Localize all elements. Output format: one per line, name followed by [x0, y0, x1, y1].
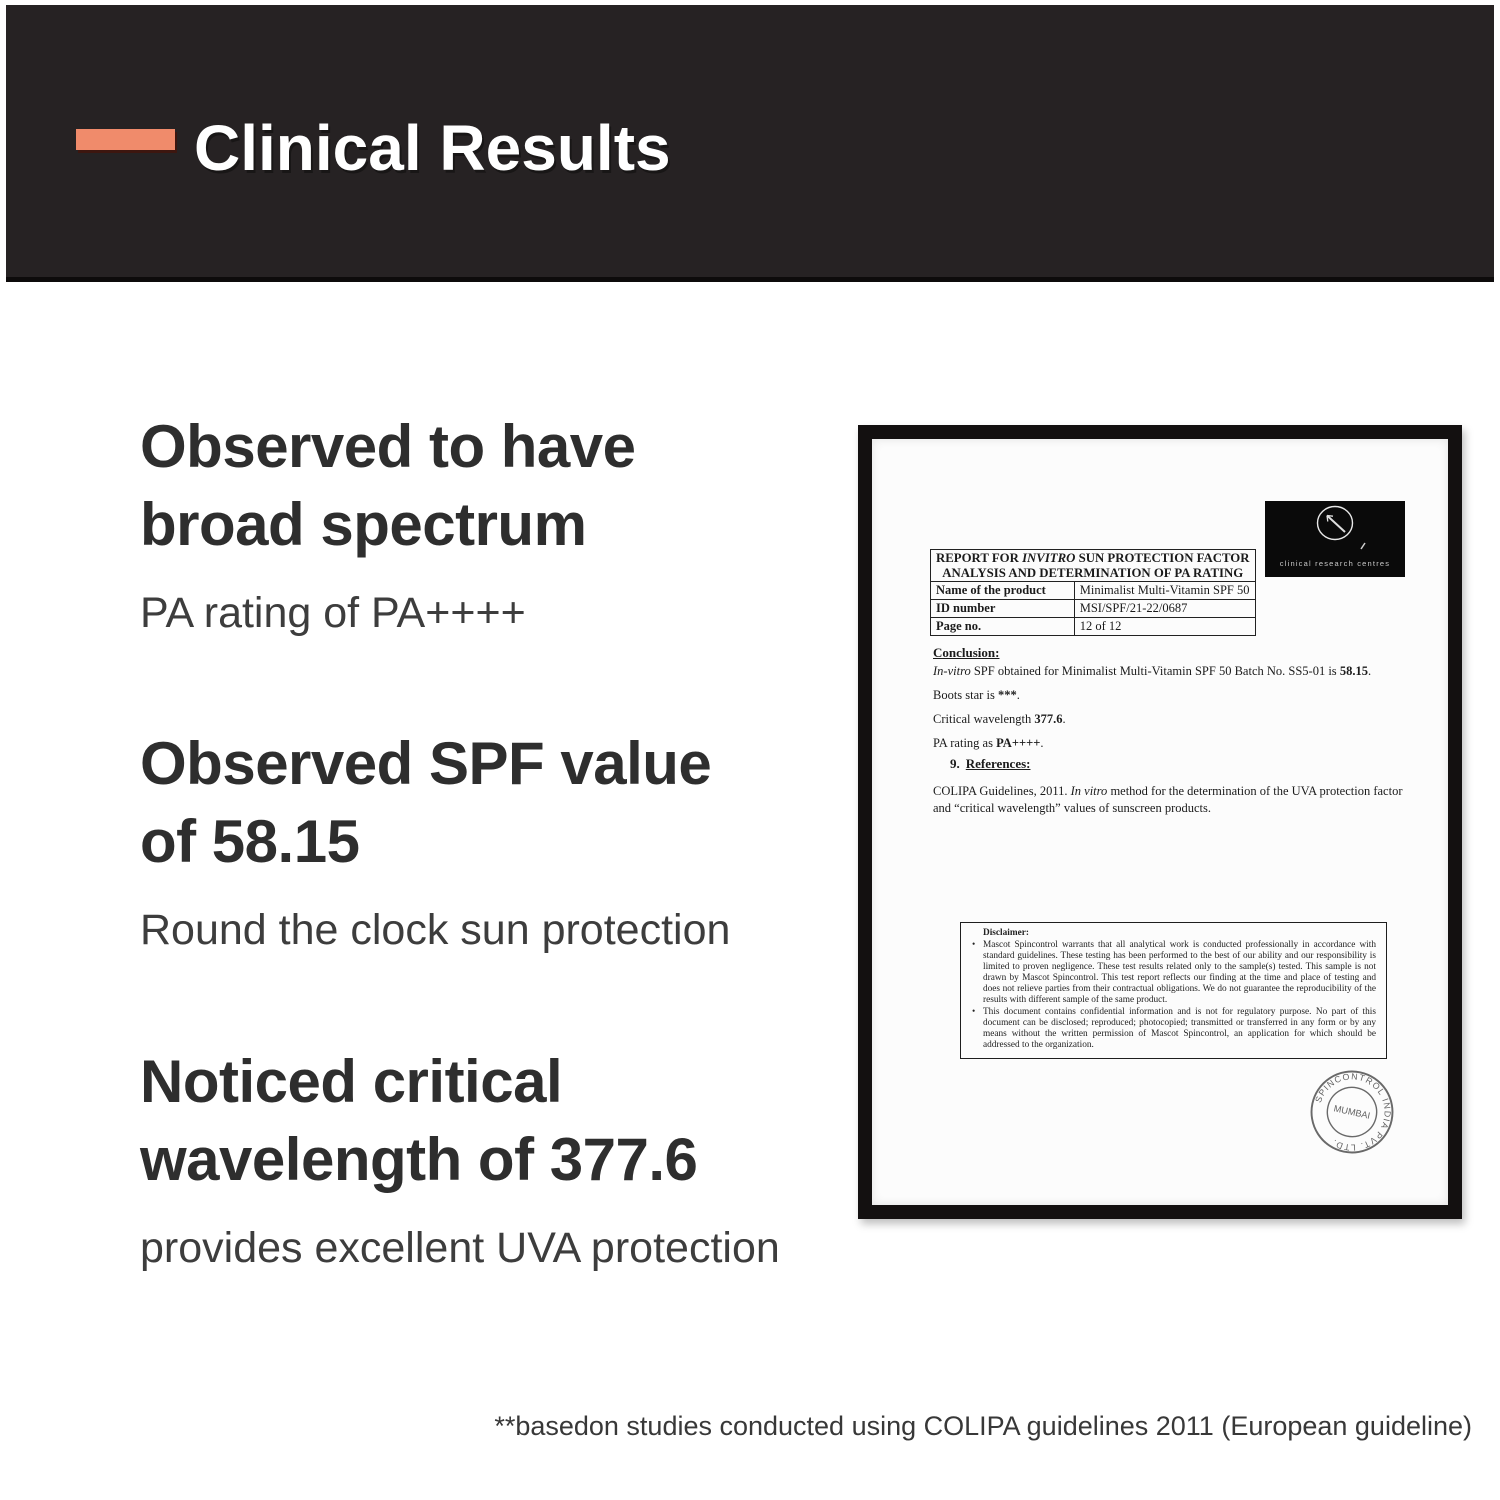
company-stamp-seal — [1300, 1060, 1404, 1164]
result-heading-line2: wavelength of 377.6 — [140, 1126, 698, 1193]
result-heading-line1: Observed SPF value — [140, 730, 712, 797]
disclaimer-bullet: • This document contains confidential information and is not for regulatory purpose. No part of this document can be disclosed; reproduced; photocopied; transmitted or transferred in any form or by any means without the written permission of Mascot Spincontrol, an application for which should be addressed to the organization. — [971, 1007, 1376, 1051]
table-row-label: ID number — [931, 600, 1075, 618]
result-heading-line1: Noticed critical — [140, 1048, 563, 1115]
header-bar — [6, 5, 1494, 282]
clinical-report-frame — [858, 425, 1462, 1219]
accent-dash-icon — [76, 129, 175, 150]
table-title-row — [931, 550, 1256, 582]
stamp-ring-text: SPINCONTROL INDIA PVT. LTD. — [1313, 1071, 1393, 1153]
table-row-label: Page no. — [931, 618, 1075, 636]
result-block-critical-wavelength — [140, 1043, 780, 1273]
result-heading — [140, 725, 730, 881]
disclaimer-bullet: • Mascot Spincontrol warrants that all analytical work is conducted professionally in accordance with standard guidelines. These testing has been performed to the best of our ability and our responsibility is limited to proven negligence. These test results related only to the sample(s) tested. This sample is not drawn by Mascot Spincontrol. This test report reflects our finding at the time and place of testing and does not relieve parties from their contractual obligations. We do not guarantee the reproducibility of the results with different sample of the same product. — [971, 940, 1376, 1006]
report-table — [930, 549, 1256, 636]
table-row-value: 12 of 12 — [1074, 618, 1255, 636]
result-subtext: Round the clock sun protection — [140, 906, 731, 954]
references-heading: 9. References: — [950, 756, 1031, 771]
report-title: REPORT FOR INVITRO SUN PROTECTION FACTOR ANALYSIS AND DETERMINATION OF PA RATING — [931, 550, 1256, 582]
conclusion-section — [933, 645, 1371, 751]
result-heading — [140, 1043, 780, 1199]
conclusion-line: PA rating as PA++++. — [933, 736, 1044, 750]
conclusion-heading: Conclusion: — [933, 645, 1000, 660]
result-block-spf-value — [140, 725, 730, 955]
result-subtext: provides excellent UVA protection — [140, 1224, 780, 1272]
result-heading-line2: broad spectrum — [140, 491, 587, 558]
page-title: Clinical Results — [194, 112, 671, 184]
table-row — [931, 582, 1256, 600]
result-heading-line1: Observed to have — [140, 413, 636, 480]
table-row-value: Minimalist Multi-Vitamin SPF 50 — [1074, 582, 1255, 600]
conclusion-line: Critical wavelength 377.6. — [933, 712, 1066, 726]
references-section — [933, 756, 1411, 816]
table-row-label: Name of the product — [931, 582, 1075, 600]
lab-logo — [1265, 501, 1405, 577]
table-row — [931, 600, 1256, 618]
result-subtext: PA rating of PA++++ — [140, 589, 526, 637]
report-paper — [872, 439, 1448, 1205]
footnote: **basedon studies conducted using COLIPA guidelines 2011 (European guideline) — [494, 1411, 1472, 1441]
disclaimer-heading: Disclaimer: — [983, 928, 1029, 938]
table-row — [931, 618, 1256, 636]
result-heading-line2: of 58.15 — [140, 808, 360, 875]
stamp-center-text: MUMBAI — [1332, 1103, 1372, 1121]
disclaimer-box — [960, 922, 1387, 1059]
table-row-value: MSI/SPF/21-22/0687 — [1074, 600, 1255, 618]
lab-logo-caption: clinical research centres — [1279, 559, 1391, 568]
result-heading — [140, 408, 636, 564]
references-paragraph: COLIPA Guidelines, 2011. In vitro method for the determination of the UVA protection factor and “critical wavelength” values of sunscreen products. — [933, 784, 1403, 815]
conclusion-line: In-vitro SPF obtained for Minimalist Multi-Vitamin SPF 50 Batch No. SS5-01 is 58.15. — [933, 664, 1372, 678]
conclusion-line: Boots star is ***. — [933, 688, 1020, 702]
result-block-broad-spectrum — [140, 408, 636, 638]
